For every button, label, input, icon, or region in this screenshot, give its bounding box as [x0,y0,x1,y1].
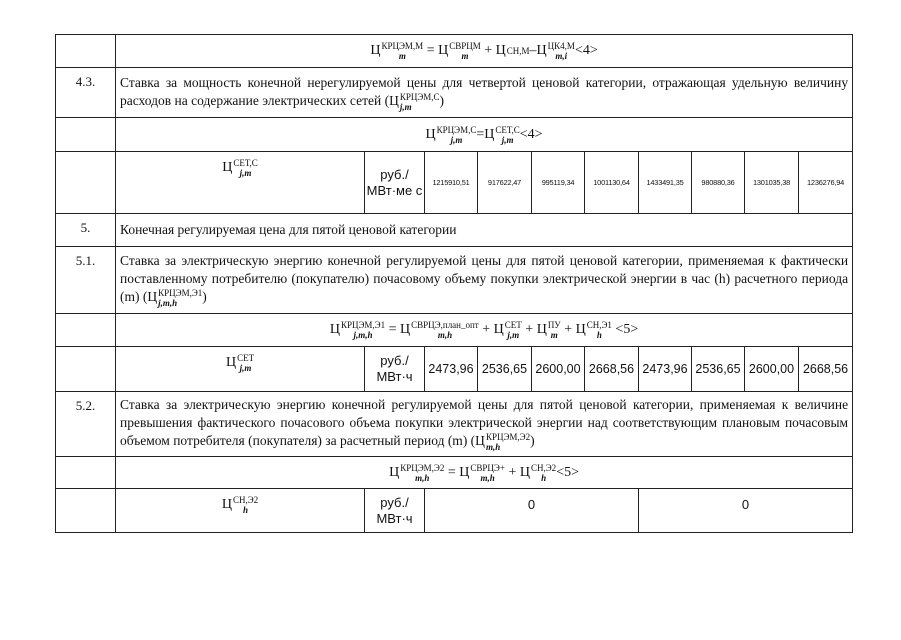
value-cell: 2668,56 [585,347,639,392]
tariff-table [55,34,853,533]
formula-4-3: Ц КРЦЭМ,С j,m =Ц СЕТ,С j,m <4> [116,118,853,152]
value-cell: 1215910,51 [425,152,478,214]
empty-num-cell [56,314,116,347]
row-number: 5. [56,214,116,247]
value-cell: 2473,96 [639,347,692,392]
table-row [56,68,853,118]
empty-num-cell [56,118,116,152]
value-cell: 1236276,94 [799,152,853,214]
unit-cell: руб./ МВт·ме с [365,152,425,214]
data-label: Ц СН,Э2 h [116,489,365,533]
table-row [56,392,853,457]
value-cell: 2536,65 [692,347,745,392]
value-cell: 1433491,35 [639,152,692,214]
table-row [56,314,853,347]
unit-cell: руб./ МВт·ч [365,347,425,392]
value-cell: 917622,47 [478,152,532,214]
row-description: Ставка за электрическую энергию конечной регулируемой цены для пятой ценовой категории, применяемая к фактически поставленному потребителю (покупателю) почасовому объему покупки электрической энергии в час (h) расчетного периода (m) (Ц КРЦЭМ,Э1 j,m,h ) [116,247,853,314]
empty-num-cell [56,457,116,489]
table-row [56,247,853,314]
table-row [56,152,853,214]
row-description: Ставка за мощность конечной нерегулируемой цены для четвертой ценовой категории, отражающая удельную величину расходов на содержание электрических сетей (Ц КРЦЭМ,С j,m ) [116,68,853,118]
row-description: Ставка за электрическую энергию конечной регулируемой цены для пятой ценовой категории, применяемая к величине превышения фактического почасового объема покупки электрической энергии над соответствующим плановым почасовым объемом потребителя (покупателя) за расчетный период (m) (Ц КРЦЭМ,Э2 m,h ) [116,392,853,457]
formula-5-1: Ц КРЦЭМ,Э1 j,m,h = Ц СВРЦЭ,план_опт m,h + Ц СЕТ j,m + Ц ПУ m + Ц СН,Э1 h <5> [116,314,853,347]
table-row [56,347,853,392]
value-cell: 1001130,64 [585,152,639,214]
value-cell: 2536,65 [478,347,532,392]
row-number: 5.1. [56,247,116,314]
unit-cell: руб./ МВт·ч [365,489,425,533]
table-row [56,214,853,247]
value-cell: 2668,56 [799,347,853,392]
value-cell: 2600,00 [532,347,585,392]
row-number: 5.2. [56,392,116,457]
empty-num-cell [56,35,116,68]
value-cell: 1301035,38 [745,152,799,214]
value-cell: 2600,00 [745,347,799,392]
value-cell: 2473,96 [425,347,478,392]
empty-num-cell [56,152,116,214]
row-description: Конечная регулируемая цена для пятой ценовой категории [116,214,853,247]
table-row [56,489,853,533]
row-number: 4.3. [56,68,116,118]
value-cell: 0 [639,489,853,533]
value-cell: 995119,34 [532,152,585,214]
data-label: Ц СЕТ j,m [116,347,365,392]
empty-num-cell [56,347,116,392]
data-label: Ц СЕТ,С j,m [116,152,365,214]
table-row [56,457,853,489]
formula-top: Ц КРЦЭМ,М m = Ц СВРЦМ m + Ц СН,М –Ц ЦК4,М m,i <4> [116,35,853,68]
formula-5-2: Ц КРЦЭМ,Э2 m,h = Ц СВРЦЭ+ m,h + Ц СН,Э2 h <5> [116,457,853,489]
table-row [56,118,853,152]
value-cell: 980880,36 [692,152,745,214]
table-row [56,35,853,68]
value-cell: 0 [425,489,639,533]
empty-num-cell [56,489,116,533]
